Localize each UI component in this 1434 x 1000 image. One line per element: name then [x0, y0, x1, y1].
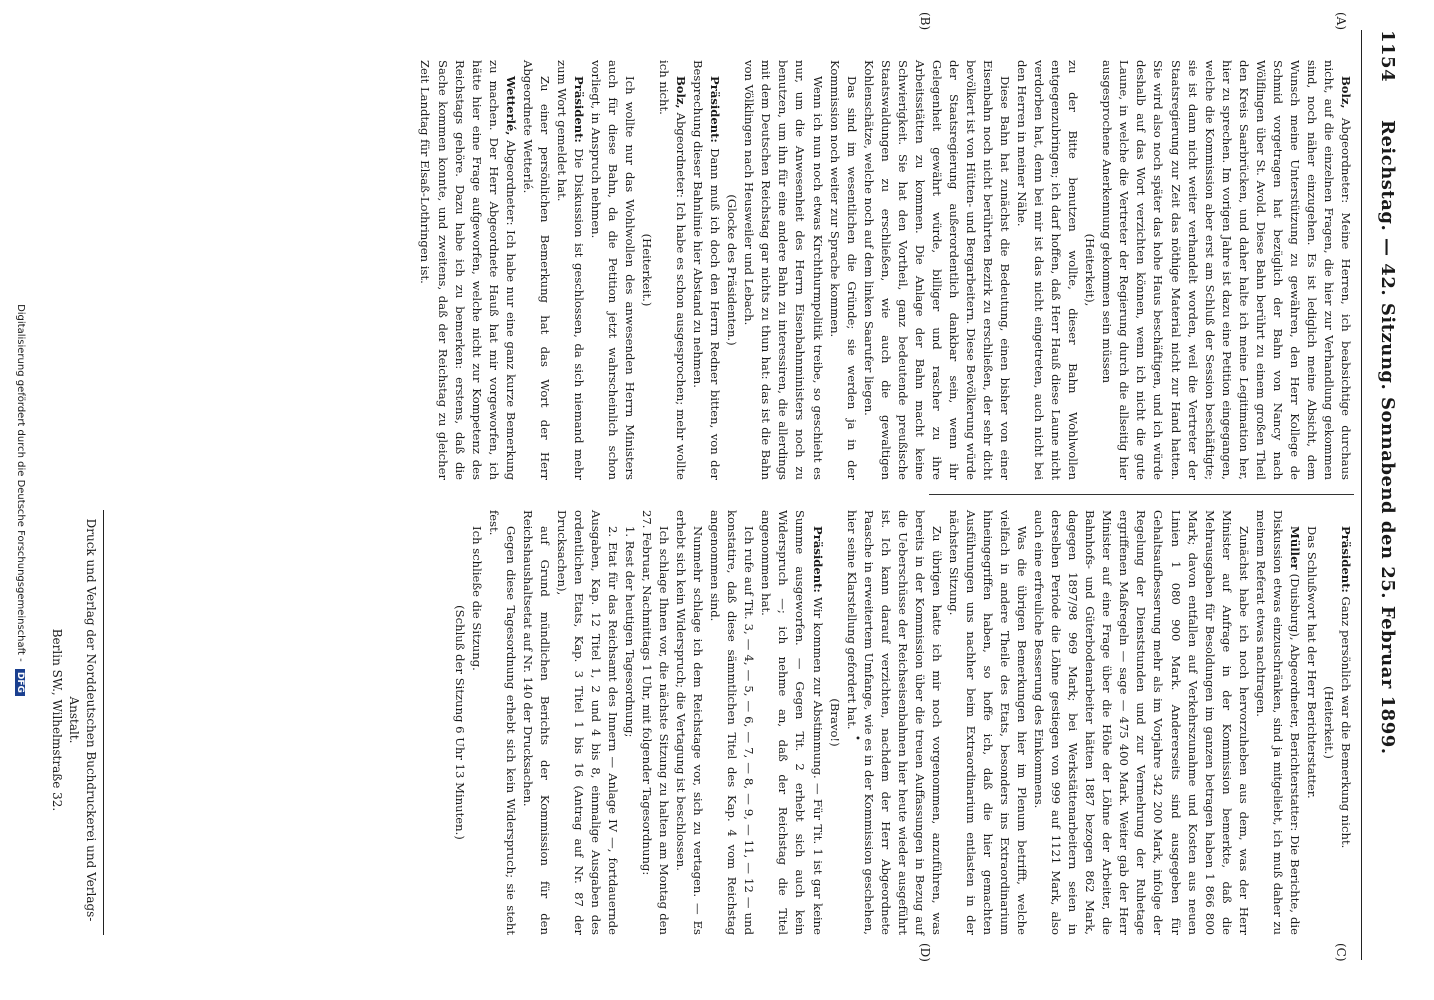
paragraph	[468, 510, 485, 935]
paragraph-text: Was die übrigen Bemerkungen hier im Plenum betrifft, welche vielfach in andere Theile des Etats, besonders ins Extraordinarium hineingegriffen haben, so hoffe ich, daß die hier gemachten Ausführungen uns nachher beim Extraordinarium entlasten in der nächsten Sitzung.	[946, 510, 1030, 935]
interjection: (Heiterkeit.)	[1321, 686, 1336, 759]
paragraph	[826, 60, 860, 480]
paragraph	[519, 510, 553, 935]
paragraph-text: Zu einer persönlichen Bemerkung hat das Wort der Herr Abgeordnete Wetterlé.	[520, 60, 552, 480]
paragraph	[757, 510, 825, 935]
interjection: (Bravo!)	[827, 698, 842, 747]
interjection: (Heiterkeit),	[1083, 233, 1098, 307]
paragraph-text: Abgeordneter: Ich habe nur eine ganz kurze Bemerkung zu machen. Der Herr Abgeordnete Hauß hat mir vorgeworfen, ich hätte hier eine Frage aufgeworfen, welche nicht zur Kompetenz des Reichstags gehöre. Dazu habe ich zu bemerken: erstens, daß die Sache kommen konnte, und zweitens, daß der Reichstag zu gleicher Zeit Landtag für Elsaß-Lothringen ist.	[418, 60, 518, 480]
paragraph	[1303, 510, 1320, 935]
paragraph-text: Wir kommen zur Abstimmung. — Für Tit. 1 ist gar keine Summe ausgeworfen. — Gegen Tit. 2 erhebt sich auch kein Widerspruch —; ich nehme an, daß der Reichstag die Titel angenommen hat.	[759, 510, 825, 935]
paragraph-text: Das Schlußwort hat der Herr Berichterstatter.	[1304, 526, 1319, 799]
margin-mark-a: (A)	[1334, 12, 1348, 31]
paragraph	[689, 60, 723, 480]
paragraph	[843, 510, 945, 935]
paragraph-text: Dann muß ich doch den Herrn Redner bitten, von der Besprechung dieser Bahnlinie hier Abstand zu nehmen.	[691, 60, 723, 480]
header-rule	[1361, 30, 1362, 960]
page-header	[1366, 30, 1406, 960]
paragraph-text: Zu übrigen hatte ich mir noch vorgenommen, anzuführen, was bereits in der Kommission über die treuen Auffassungen in Bezug auf die Ueberschüsse der Reichseisenbahnen hier heute wieder ausgeführt ist. Ich kann darauf verzichten, nachdem der Herr Abgeordnete Paasche in erweitertem Umfange, wie es in der Kommission geschehen, hier seine Klarstellung gefordert hat.	[844, 510, 944, 935]
paragraph-text: Das sind im wesentlichen die Gründe; sie werden ja in der Kommission noch weiter zur Sprache kommen.	[827, 60, 859, 480]
paragraph-text: Ich schließe die Sitzung.	[469, 526, 484, 671]
imprint-line2: Berlin SW., Wilhelmstraße 32.	[50, 628, 64, 812]
paragraph-text: Gegen diese Tagesordnung erhebt sich kein Widerspruch; sie steht fest.	[486, 510, 518, 935]
interjection: (Heiterkeit.)	[640, 233, 655, 307]
paragraph	[416, 60, 518, 480]
margin-mark-d: (D)	[918, 943, 932, 962]
paragraph-text: 2. Etat für das Reichsamt des Innern — Anlage IV —, fortdauernde Ausgaben, Kap. 12 Titel 1, 2 und 4 bis 8, einmalige Ausgaben des ordentlichen Etats, Kap. 3 Titel 1 bis 16 (Antrag auf Nr. 87 der Drucksachen),	[554, 510, 620, 935]
paragraph	[1252, 510, 1303, 935]
left-column	[418, 60, 1354, 480]
margin-mark-b: (B)	[918, 12, 932, 31]
paragraph	[553, 510, 621, 935]
paragraph-text: Abgeordneter: Meine Herren, ich beabsichtige durchaus nicht, auf die einzelnen Fragen, die hier zur Verhandlung gekommen sind, noch näher einzugehen. Es ist lediglich meine Absicht, dem Wunsch meine Unterstützung zu gewähren, den Herr Kollege de Schmid vorgetragen hat bezüglich der Bahn von Nancy nach Wölflingen über St. Avold. Diese Bahn berührt zu einem großen Theil den Kreis Saarbrücken, und daher halte ich meine Legitimation her, hier zu sprechen. Im vorigen Jahre ist dazu eine Petition eingegangen, welche die Kommission aber erst am Schluß der Session beschäftigte; sie ist dann nicht weiter verhandelt worden, weil die Vertreter der Staatsregierung zur Zeit das nöthige Material nicht zur Hand hatten. Sie wird also noch später das hohe Haus beschäftigen, und ich würde deshalb auf das Wort verzichten können, wenn ich nicht die gute Laune, in welche die Vertreter der Regierung durch die allseitig hier ausgesprochene Anerkennung gekommen sein müssen	[1100, 60, 1353, 480]
paragraph-text: Die Diskussion ist geschlossen, da sich niemand mehr zum Wort gemeldet hat.	[554, 60, 586, 480]
paragraph	[740, 60, 825, 480]
imprint-line1: Druck und Verlag der Norddeutschen Buchdruckerei und Verlags-Anstalt.	[67, 518, 98, 922]
digitization-note	[15, 0, 26, 1000]
paragraph-text: 1. Rest der heutigen Tagesordnung;	[623, 526, 638, 738]
paragraph-text: Nunmehr schlage ich dem Reichstage vor, sich zu vertagen. — Es erhebt sich kein Widerspruch; die Vertagung ist beschlossen.	[674, 510, 706, 935]
page-title: Reichstag. — 42. Sitzung. Sonnabend den 25. Februar 1899.	[1377, 120, 1398, 755]
paragraph	[1098, 60, 1354, 480]
paragraph-text: Wenn ich nun noch etwas Kirchthurmpolitik treibe, so geschieht es nur, um die Anwesenheit des Herrn Eisenbahnministers noch zu benutzen, um ihn für eine andere Bahn zu interessiren, die allerdings mit dem Deutschen Reichstag gar nichts zu thun hat: das ist die Bahn von Völklingen nach Heusweiler und Lebach.	[742, 60, 825, 480]
paragraph	[672, 510, 706, 935]
page-number: 1154	[1377, 30, 1398, 83]
speaker-name: Präsident:	[708, 76, 723, 143]
paragraph-text: Ich rufe auf Tit. 3, — 4, — 5, — 6, — 7, — 8, — 9, — 11, — 12 — und konstatire, daß diese sämmtlichen Titel des Kap. 4 vom Reichstag angenommen sind.	[708, 510, 757, 935]
speaker-name: Wetterlé,	[503, 76, 518, 136]
interjection: (Glocke des Präsidenten.)	[725, 194, 740, 346]
speaker-name: Bolz,	[1339, 76, 1353, 109]
speaker-name: Präsident:	[810, 526, 825, 593]
speaker-name: Müller	[1287, 526, 1302, 570]
speaker-name: Bolz,	[674, 76, 689, 109]
end-bullet: •	[851, 735, 862, 741]
paragraph-text: Ganz persönlich war die Bemerkung nicht.	[1339, 592, 1353, 849]
paragraph-text: auf Grund mündlichen Berichts der Kommission für den Reichshaushaltsetat auf Nr. 140 der Drucksachen.	[520, 510, 552, 935]
paragraph	[638, 510, 672, 935]
right-column	[452, 510, 1354, 935]
paragraph-text: (Duisburg), Abgeordneter, Berichterstatter: Die Berichte, die Diskussion etwas einzuschränken, sind ja mitgeliebt, ich muß daher zu meinem Referat etwas nachtragen.	[1253, 510, 1302, 935]
paragraph-text: zu der Bitte benutzen wollte, dieser Bahn Wohlwollen entgegenzubringen; ich darf hoffen, daß Herr Hauß diese Laune nicht verdorben hat, denn bei mir ist das nicht eingetreten, auch nicht bei den Herren in meiner Nähe.	[1015, 60, 1081, 480]
paragraph	[621, 510, 638, 935]
dfg-logo: DFG	[15, 669, 25, 696]
paragraph	[485, 510, 519, 935]
column-divider	[929, 494, 1354, 495]
footer-rule	[103, 510, 104, 935]
margin-mark-c: (C)	[1334, 943, 1348, 962]
paragraph	[587, 60, 638, 480]
paragraph-text: Ich schlage Ihnen vor, die nächste Sitzung zu halten am Montag den 27. Februar, Nachmittags 1 Uhr, mit folgender Tagesordnung:	[640, 510, 672, 935]
paragraph-text: Ich wollte nur das Wohlwollen des anwesenden Herrn Ministers auch für diese Bahn, da die Petition jetzt wahrscheinlich schon vorliegt, in Anspruch nehmen.	[588, 60, 638, 480]
speaker-name: Präsident:	[1339, 526, 1353, 593]
paragraph-text: Zunächst habe ich noch hervorzuheben aus dem, was der Herr Minister auf Anfrage in der Kommission bemerkte, daß die Mehrausgaben für Besoldungen im ganzen betragen haben 1 866 800 Mark; davon entfallen auf Verkehrszunahme und Kosten aus neuen Linien 1 080 900 Mark. Andererseits sind ausgegeben für Gehaltsaufbesserung mehr als im Vorjahre 342 200 Mark, infolge der Regelung der Dienststunden und zur Vermehrung der Ruhetage ergriffenen Maßregeln — sage — 475 400 Mark. Weiter gab der Herr Minister auf eine Frage über die Höhe der Löhne der Arbeiter, die Bahnhofs- und Güterbodenarbeiter hätten 1887 bezogen 862 Mark, dagegen 1897/98 969 Mark; bei Werkstättenarbeitern seien in derselben Periode die Löhne gestiegen von 999 auf 1121 Mark, also auch eine erfreuliche Besserung des Einkommens.	[1032, 510, 1251, 935]
paragraph	[553, 60, 587, 480]
speaker-name: Präsident:	[571, 76, 586, 143]
paragraph-text: Abgeordneter: Ich habe es schon ausgesprochen; mehr wollte ich nicht.	[657, 60, 689, 480]
paragraph	[1013, 60, 1081, 480]
paragraph	[1337, 510, 1354, 935]
paragraph	[706, 510, 757, 935]
interjection: (Schluß der Sitzung 6 Uhr 13 Minuten.)	[452, 605, 467, 840]
paragraph	[1030, 510, 1252, 935]
digitization-text: Digitalisierung gefördert durch die Deutsche Forschungsgemeinschaft -	[15, 304, 26, 662]
paragraph	[519, 60, 553, 480]
paragraph	[655, 60, 689, 480]
imprint	[48, 500, 99, 940]
paragraph	[945, 510, 1030, 935]
paragraph	[860, 60, 1013, 480]
paragraph-text: Diese Bahn hat zunächst die Bedeutung, einen bisher von einer Eisenbahn noch nicht berührten Bezirk zu erschließen, der sehr dicht bevölkert ist von Hütten- und Bergarbeitern. Diese Bevölkerung würde der Staatsregierung außerordentlich dankbar sein, wenn ihr Gelegenheit gewährt würde, billiger und rascher zu ihre Arbeitsstätten zu kommen. Die Anlage der Bahn macht keine Schwierigkeit. Sie hat den Vortheil, ganz bedeutende preußische Staatswaldungen zu erschließen, wie auch die gewaltigen Kohlenschätze, welche noch auf dem linken Saarufer liegen.	[861, 60, 1013, 480]
